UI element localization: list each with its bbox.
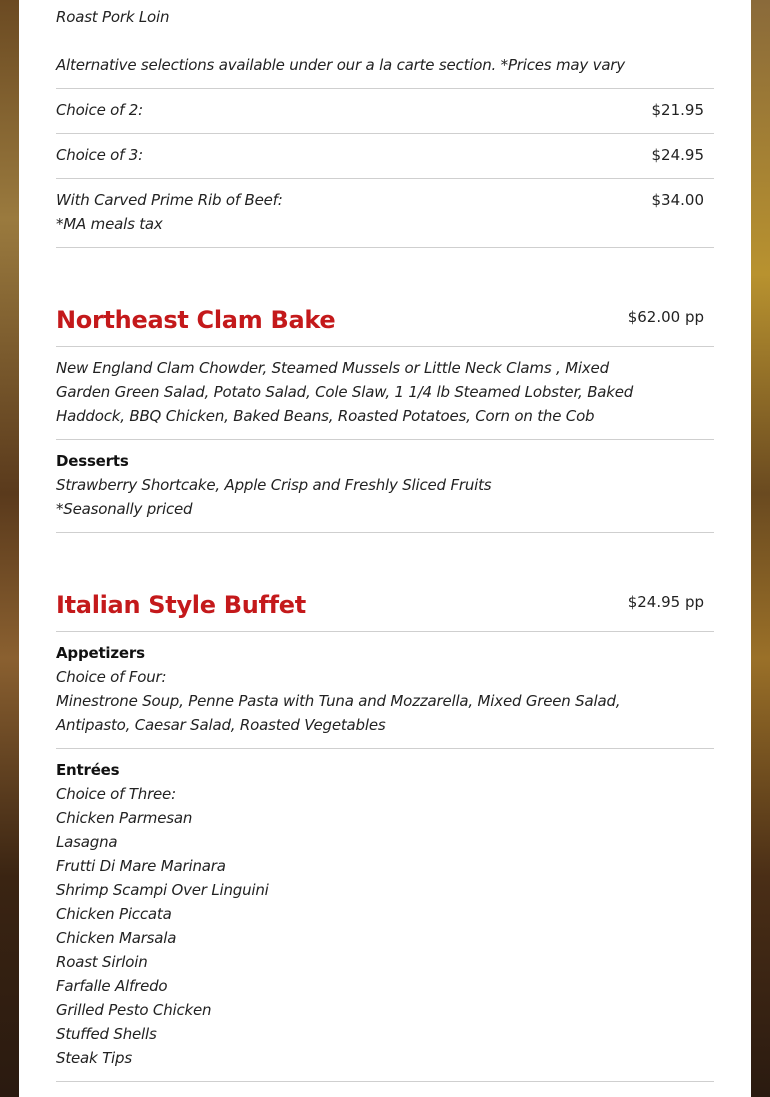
entrees-choice: Choice of Three: [56,785,176,803]
divider [56,178,714,179]
pricing-row-prime-rib [56,188,714,236]
pricing-sublabel: *MA meals tax [56,215,163,233]
entree-item: Stuffed Shells [56,1025,157,1043]
entree-item: Grilled Pesto Chicken [56,1001,212,1019]
entree-item: Roast Sirloin [56,953,148,971]
divider [56,1081,714,1082]
entree-item: Lasagna [56,833,118,851]
item-line: New England Clam Chowder, Steamed Mussels or Little Neck Clams , Mixed [56,359,609,377]
background-right [751,0,770,1097]
divider [56,133,714,134]
divider [56,88,714,89]
entree-item: Shrimp Scampi Over Linguini [56,881,269,899]
entree-item: Frutti Di Mare Marinara [56,857,226,875]
item-line: Garden Green Salad, Potato Salad, Cole Slaw, 1 1/4 lb Steamed Lobster, Baked [56,383,634,401]
desserts-items: Strawberry Shortcake, Apple Crisp and Freshly Sliced Fruits [56,476,492,494]
desserts-heading: Desserts [56,452,129,470]
desserts-note: *Seasonally priced [56,500,193,518]
pricing-label: Choice of 2: [56,101,143,119]
entree-item: Farfalle Alfredo [56,977,168,995]
section-title: Northeast Clam Bake [56,306,336,334]
section-header-clam-bake [56,305,714,335]
pricing-row-choice-3 [56,143,714,167]
entree-item: Chicken Parmesan [56,809,193,827]
appetizers-choice: Choice of Four: [56,668,167,686]
italian-appetizers [56,641,620,737]
divider [56,532,714,533]
entree-item: Chicken Marsala [56,929,177,947]
pricing-price: $34.00 [651,191,704,209]
item-line: Antipasto, Caesar Salad, Roasted Vegetables [56,716,386,734]
item-line: Minestrone Soup, Penne Pasta with Tuna and Mozzarella, Mixed Green Salad, [56,692,621,710]
clam-bake-desserts [56,449,491,521]
pricing-label: With Carved Prime Rib of Beef: [56,191,283,209]
clam-bake-items [56,356,633,428]
section-header-italian [56,590,714,620]
divider [56,748,714,749]
section-price: $24.95 pp [627,593,704,611]
pricing-row-choice-2 [56,98,714,122]
divider [56,247,714,248]
pricing-label-group [56,188,283,236]
alternative-note: Alternative selections available under our a la carte section. *Prices may vary [56,56,625,74]
appetizers-heading: Appetizers [56,644,145,662]
entree-item: Chicken Piccata [56,905,172,923]
pricing-label: Choice of 3: [56,146,143,164]
menu-panel [19,0,751,1097]
pricing-price: $24.95 [651,146,704,164]
top-last-item: Roast Pork Loin [56,8,170,26]
entree-item: Steak Tips [56,1049,132,1067]
divider [56,631,714,632]
section-title: Italian Style Buffet [56,591,306,619]
pricing-price: $21.95 [651,101,704,119]
section-price: $62.00 pp [627,308,704,326]
entrees-heading: Entrées [56,761,120,779]
divider [56,346,714,347]
italian-entrees [56,758,269,1070]
background-left [0,0,19,1097]
divider [56,439,714,440]
item-line: Haddock, BBQ Chicken, Baked Beans, Roasted Potatoes, Corn on the Cob [56,407,595,425]
